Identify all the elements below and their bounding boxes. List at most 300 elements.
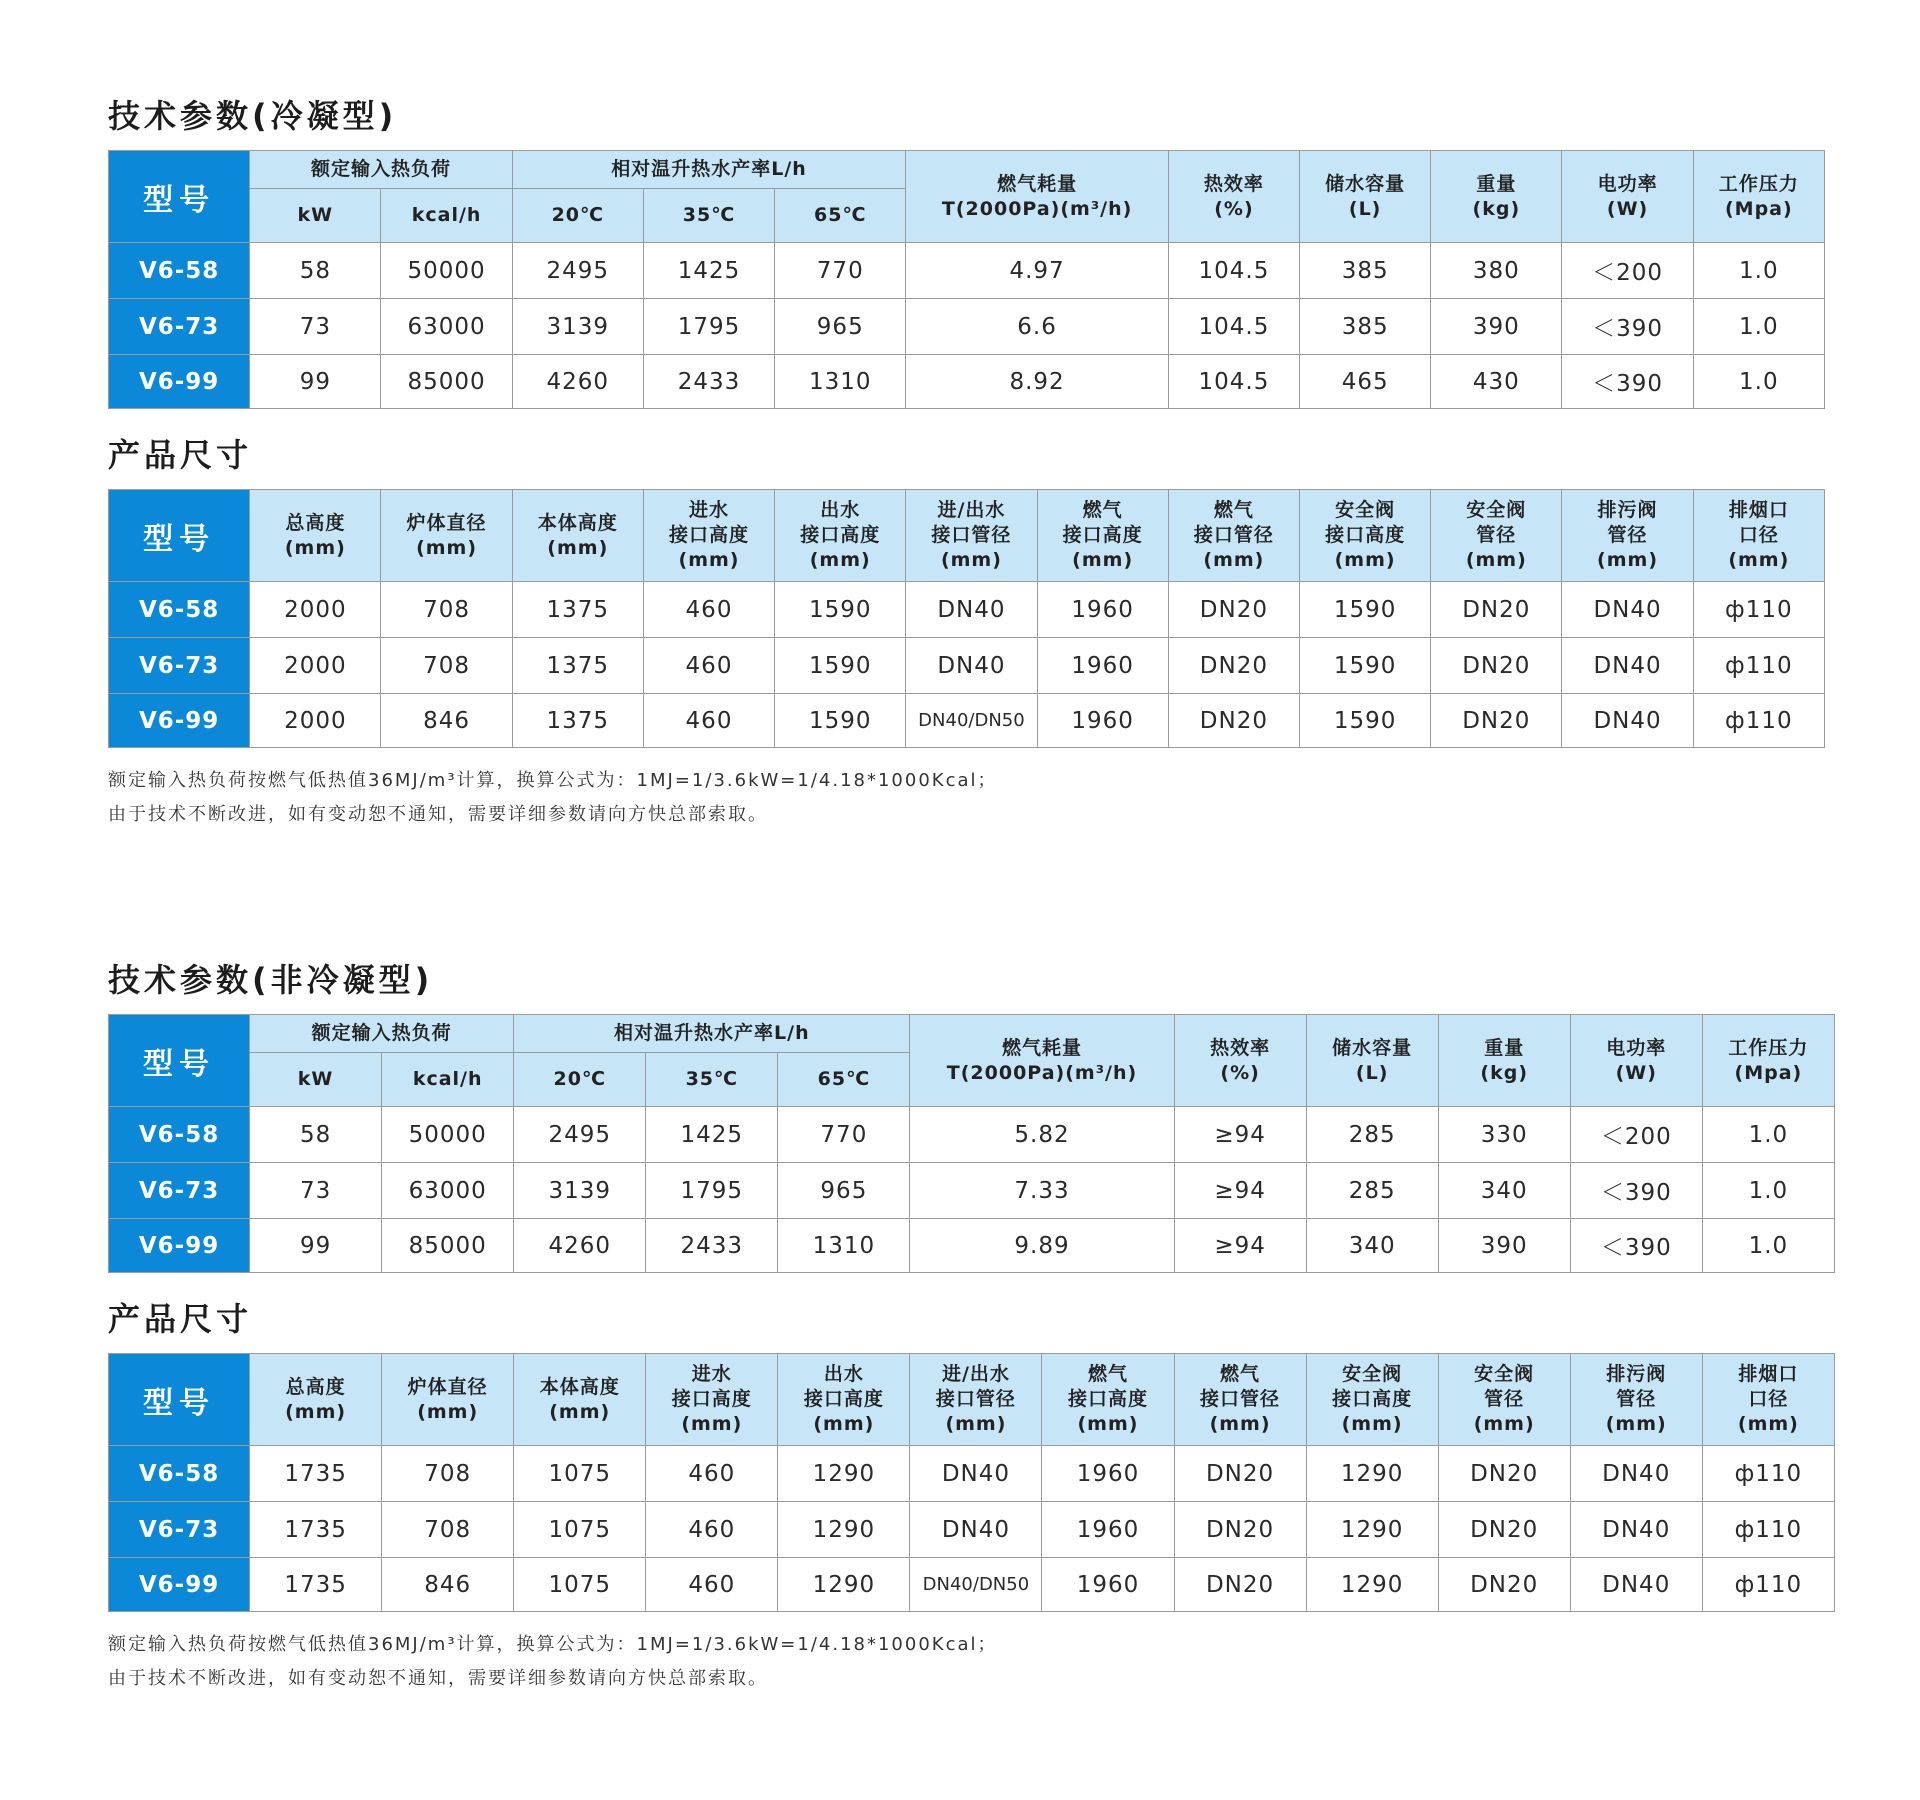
table-cell: 340 <box>1306 1219 1438 1273</box>
table-cell: 1290 <box>778 1446 910 1502</box>
table-cell: 1590 <box>1299 582 1430 638</box>
dimension-column-header <box>1562 490 1693 582</box>
efficiency-header <box>1168 151 1299 243</box>
table-cell: ＜390 <box>1562 299 1693 355</box>
table-cell: 1735 <box>250 1502 382 1558</box>
rated-heat-input-header: 额定输入热负荷 <box>250 151 512 189</box>
table-cell: 1290 <box>1306 1446 1438 1502</box>
model-name-cell: V6-58 <box>109 582 250 638</box>
table-cell: 50000 <box>382 1107 514 1163</box>
table-cell: 73 <box>250 299 381 355</box>
header-line: 炉体直径 <box>407 1375 488 1398</box>
table-cell: 965 <box>778 1163 910 1219</box>
table-cell: 1375 <box>512 638 643 694</box>
header-line: 进水 <box>688 499 729 521</box>
table-cell: 1590 <box>1299 638 1430 694</box>
table-cell: 58 <box>250 1107 382 1163</box>
table-cell: 1.0 <box>1702 1107 1834 1163</box>
header-line: 总高度 <box>285 1375 346 1398</box>
dimension-column-header <box>250 490 381 582</box>
temp-65-header: 65℃ <box>778 1053 910 1107</box>
dimensions-rows <box>109 1446 1835 1612</box>
header-line: 热效率 <box>1203 172 1264 195</box>
header-line: 口径 <box>1748 1388 1789 1410</box>
header-line: 燃气 <box>1082 499 1123 521</box>
storage-capacity-header <box>1306 1015 1438 1107</box>
header-line: 接口管径 <box>1200 1388 1281 1410</box>
table-cell: ＜390 <box>1570 1163 1702 1219</box>
table-cell: 104.5 <box>1168 243 1299 299</box>
dimension-column-header <box>1693 490 1824 582</box>
weight-header <box>1431 151 1562 243</box>
model-header: 型号 <box>109 1354 250 1446</box>
table-cell: 1735 <box>250 1558 382 1612</box>
section-title: 产品尺寸 <box>108 436 253 474</box>
footnote <box>108 764 1825 832</box>
header-line: 接口高度 <box>671 1388 752 1410</box>
table-cell: 330 <box>1438 1107 1570 1163</box>
table-cell: 58 <box>250 243 381 299</box>
rated-heat-input-header: 额定输入热负荷 <box>250 1015 514 1053</box>
table-cell: 708 <box>382 1502 514 1558</box>
table-cell: 1375 <box>512 694 643 748</box>
header-line: 本体高度 <box>539 1375 620 1398</box>
temp-20-header: 20℃ <box>512 189 643 243</box>
header-line: (mm) <box>681 1413 743 1435</box>
table-cell: 1.0 <box>1693 355 1824 409</box>
header-line: (mm) <box>547 536 609 559</box>
storage-capacity-header <box>1300 151 1431 243</box>
header-line: 管径 <box>1476 524 1517 546</box>
table-cell: ф110 <box>1702 1446 1834 1502</box>
table-cell: DN20 <box>1168 638 1299 694</box>
table-cell: 99 <box>250 355 381 409</box>
table-cell: 4260 <box>512 355 643 409</box>
table-cell: 1795 <box>646 1163 778 1219</box>
table-cell: 1960 <box>1037 694 1168 748</box>
header-line: 接口管径 <box>1193 524 1274 546</box>
tech-params-rows <box>109 243 1825 409</box>
model-header: 型号 <box>109 1015 250 1107</box>
table-cell: 1425 <box>646 1107 778 1163</box>
dimension-column-header <box>1702 1354 1834 1446</box>
header-line: 安全阀 <box>1342 1363 1403 1385</box>
weight-header <box>1438 1015 1570 1107</box>
table-row <box>109 1502 1835 1558</box>
header-line: 出水 <box>823 1363 864 1385</box>
power-header <box>1570 1015 1702 1107</box>
condensing-section <box>108 96 1825 832</box>
header-line: (W) <box>1606 197 1649 220</box>
table-cell: 8.92 <box>906 355 1168 409</box>
table-cell: 1960 <box>1042 1502 1174 1558</box>
header-line: (mm) <box>417 1400 479 1423</box>
table-cell: ф110 <box>1693 582 1824 638</box>
table-cell: 63000 <box>381 299 512 355</box>
table-cell: DN20 <box>1174 1446 1306 1502</box>
section-title: 技术参数(冷凝型) <box>108 97 398 135</box>
table-cell: ≥94 <box>1174 1219 1306 1273</box>
table-cell: ＜390 <box>1562 355 1693 409</box>
table-cell: 430 <box>1431 355 1562 409</box>
header-line: 接口高度 <box>1325 524 1406 546</box>
table-cell: ≥94 <box>1174 1163 1306 1219</box>
table-cell: 1.0 <box>1693 299 1824 355</box>
table-cell: 73 <box>250 1163 382 1219</box>
table-cell: 2000 <box>250 638 381 694</box>
dimensions-table <box>108 1353 1835 1612</box>
table-cell: DN20 <box>1174 1558 1306 1612</box>
temp-20-header: 20℃ <box>514 1053 646 1107</box>
header-line: (mm) <box>1728 549 1790 571</box>
table-cell: 6.6 <box>906 299 1168 355</box>
header-line: 排污阀 <box>1597 499 1658 521</box>
table-cell: DN20 <box>1438 1558 1570 1612</box>
header-line: 进/出水 <box>937 499 1006 521</box>
table-cell: 2000 <box>250 694 381 748</box>
table-cell: 1375 <box>512 582 643 638</box>
table-cell: 1075 <box>514 1558 646 1612</box>
header-line: (mm) <box>1341 1413 1403 1435</box>
table-cell: 1310 <box>775 355 906 409</box>
header-line: 工作压力 <box>1728 1036 1809 1059</box>
dimension-column-header <box>643 490 774 582</box>
header-line: 管径 <box>1484 1388 1525 1410</box>
header-line: (mm) <box>1597 549 1659 571</box>
header-line: (mm) <box>1072 549 1134 571</box>
header-line: (mm) <box>285 1400 347 1423</box>
table-cell: ≥94 <box>1174 1107 1306 1163</box>
table-cell: DN40 <box>910 1502 1042 1558</box>
header-line: (%) <box>1214 197 1254 220</box>
table-cell: DN40 <box>906 638 1037 694</box>
table-cell: 50000 <box>381 243 512 299</box>
header-line: 管径 <box>1616 1388 1657 1410</box>
table-cell: 846 <box>382 1558 514 1612</box>
table-row <box>109 1107 1835 1163</box>
dimension-column-header <box>1431 490 1562 582</box>
header-line: 接口高度 <box>800 524 881 546</box>
header-line: 本体高度 <box>537 511 618 534</box>
table-cell: 1960 <box>1042 1446 1174 1502</box>
table-cell: DN20 <box>1168 582 1299 638</box>
kcal-header: kcal/h <box>382 1053 514 1107</box>
efficiency-header <box>1174 1015 1306 1107</box>
header-line: 热效率 <box>1210 1036 1271 1059</box>
dimension-column-header <box>1299 490 1430 582</box>
header-line: 进/出水 <box>941 1363 1010 1385</box>
model-name-cell: V6-58 <box>109 243 250 299</box>
dimension-column-header <box>775 490 906 582</box>
header-line: (L) <box>1348 197 1382 220</box>
table-cell: 460 <box>646 1502 778 1558</box>
pressure-header <box>1693 151 1824 243</box>
table-cell: 1075 <box>514 1502 646 1558</box>
table-cell: ф110 <box>1702 1502 1834 1558</box>
table-cell: 846 <box>381 694 512 748</box>
header-line: (mm) <box>416 536 478 559</box>
model-name-cell: V6-58 <box>109 1446 250 1502</box>
model-header: 型号 <box>109 151 250 243</box>
table-cell: 2495 <box>514 1107 646 1163</box>
footnote-line: 额定输入热负荷按燃气低热值36MJ/m³计算，换算公式为：1MJ=1/3.6kW=1/4.18*1000Kcal； <box>108 1634 998 1655</box>
table-cell: DN40/DN50 <box>910 1558 1042 1612</box>
table-cell: 3139 <box>512 299 643 355</box>
table-cell: 5.82 <box>910 1107 1174 1163</box>
header-line: 燃气 <box>1087 1363 1128 1385</box>
table-cell: 1960 <box>1037 582 1168 638</box>
dimension-column-header <box>514 1354 646 1446</box>
table-cell: 460 <box>643 694 774 748</box>
header-line: 安全阀 <box>1474 1363 1535 1385</box>
table-cell: 460 <box>643 638 774 694</box>
table-cell: 1075 <box>514 1446 646 1502</box>
table-cell: ＜200 <box>1570 1107 1702 1163</box>
footnote-line: 由于技术不断改进，如有变动恕不通知，需要详细参数请向方快总部索取。 <box>108 804 768 825</box>
table-cell: DN20 <box>1438 1446 1570 1502</box>
table-cell: 1290 <box>778 1502 910 1558</box>
tech-params-rows <box>109 1107 1835 1273</box>
dimensions-header-row <box>109 1354 1835 1446</box>
header-line: 工作压力 <box>1718 172 1799 195</box>
header-line: (kg) <box>1480 1061 1529 1084</box>
dimension-column-header <box>1168 490 1299 582</box>
table-cell: DN20 <box>1174 1502 1306 1558</box>
kcal-header: kcal/h <box>381 189 512 243</box>
header-line: (mm) <box>813 1413 875 1435</box>
header-line: (mm) <box>1605 1413 1667 1435</box>
header-line: (Mpa) <box>1734 1061 1803 1084</box>
header-line: (mm) <box>284 536 346 559</box>
footnote <box>108 1628 1835 1696</box>
table-cell: DN40 <box>1562 694 1693 748</box>
header-line: 接口高度 <box>803 1388 884 1410</box>
header-line: 电功率 <box>1606 1036 1667 1059</box>
pressure-header <box>1702 1015 1834 1107</box>
dimensions-table <box>108 489 1825 748</box>
table-row <box>109 243 1825 299</box>
table-cell: 385 <box>1300 243 1431 299</box>
header-line: 安全阀 <box>1335 499 1396 521</box>
kw-header: kW <box>250 189 381 243</box>
power-header <box>1562 151 1693 243</box>
table-cell: 63000 <box>382 1163 514 1219</box>
header-line: (mm) <box>1473 1413 1535 1435</box>
table-cell: 2433 <box>646 1219 778 1273</box>
header-line: 接口高度 <box>1067 1388 1148 1410</box>
table-cell: 2495 <box>512 243 643 299</box>
table-cell: 1425 <box>643 243 774 299</box>
table-cell: 1290 <box>1306 1502 1438 1558</box>
header-line: (Mpa) <box>1724 197 1793 220</box>
table-cell: 708 <box>381 582 512 638</box>
table-cell: 460 <box>643 582 774 638</box>
table-cell: 770 <box>775 243 906 299</box>
table-cell: 460 <box>646 1446 778 1502</box>
header-line: (%) <box>1220 1061 1260 1084</box>
hot-water-output-header: 相对温升热水产率L/h <box>512 151 906 189</box>
table-cell: 460 <box>646 1558 778 1612</box>
table-row <box>109 355 1825 409</box>
dimension-column-header <box>1306 1354 1438 1446</box>
table-cell: DN40 <box>1570 1558 1702 1612</box>
temp-35-header: 35℃ <box>646 1053 778 1107</box>
dimensions-header-row <box>109 490 1825 582</box>
table-cell: 2433 <box>643 355 774 409</box>
header-line: 接口高度 <box>1062 524 1143 546</box>
header-line: (mm) <box>678 549 740 571</box>
table-cell: DN40 <box>1570 1446 1702 1502</box>
header-line: (W) <box>1615 1061 1657 1084</box>
model-name-cell: V6-99 <box>109 355 250 409</box>
header-line: 重量 <box>1484 1036 1525 1059</box>
table-cell: 1795 <box>643 299 774 355</box>
table-cell: 1590 <box>775 638 906 694</box>
table-cell: DN20 <box>1438 1502 1570 1558</box>
dimension-column-header <box>250 1354 382 1446</box>
table-cell: 965 <box>775 299 906 355</box>
table-cell: 1590 <box>775 582 906 638</box>
dimension-column-header <box>512 490 643 582</box>
table-cell: 1290 <box>778 1558 910 1612</box>
table-row <box>109 1446 1835 1502</box>
table-cell: ф110 <box>1693 694 1824 748</box>
tech-params-table <box>108 1014 1835 1273</box>
dimension-column-header <box>1570 1354 1702 1446</box>
table-cell: 1590 <box>1299 694 1430 748</box>
table-cell: 104.5 <box>1168 355 1299 409</box>
section-title: 技术参数(非冷凝型) <box>108 961 434 999</box>
model-name-cell: V6-99 <box>109 694 250 748</box>
header-line: 储水容量 <box>1332 1036 1413 1059</box>
dimension-column-header <box>1174 1354 1306 1446</box>
table-cell: ＜200 <box>1562 243 1693 299</box>
table-cell: 7.33 <box>910 1163 1174 1219</box>
header-line: 排污阀 <box>1606 1363 1667 1385</box>
header-line: 燃气 <box>1213 499 1254 521</box>
table-cell: DN40 <box>1570 1502 1702 1558</box>
header-line: 燃气 <box>1220 1363 1261 1385</box>
header-line: 燃气耗量 <box>997 172 1078 195</box>
header-line: (mm) <box>940 549 1002 571</box>
table-row <box>109 582 1825 638</box>
table-cell: DN40 <box>1562 638 1693 694</box>
table-cell: 9.89 <box>910 1219 1174 1273</box>
dimension-column-header <box>1438 1354 1570 1446</box>
dimension-column-header <box>646 1354 778 1446</box>
header-line: 燃气耗量 <box>1001 1036 1082 1059</box>
model-name-cell: V6-73 <box>109 1502 250 1558</box>
kw-header: kW <box>250 1053 382 1107</box>
model-name-cell: V6-99 <box>109 1558 250 1612</box>
table-cell: DN20 <box>1168 694 1299 748</box>
header-line: 接口管径 <box>935 1388 1016 1410</box>
table-cell: 85000 <box>382 1219 514 1273</box>
header-line: 口径 <box>1738 524 1779 546</box>
table-cell: 380 <box>1431 243 1562 299</box>
header-line: 电功率 <box>1597 172 1658 195</box>
table-cell: DN40 <box>910 1446 1042 1502</box>
table-row <box>109 1163 1835 1219</box>
header-line: 储水容量 <box>1325 172 1406 195</box>
dimension-column-header <box>1042 1354 1174 1446</box>
header-line: (kg) <box>1472 197 1521 220</box>
model-header: 型号 <box>109 490 250 582</box>
gas-consumption-header <box>906 151 1168 243</box>
table-cell: ф110 <box>1693 638 1824 694</box>
model-name-cell: V6-73 <box>109 638 250 694</box>
table-cell: 85000 <box>381 355 512 409</box>
table-row <box>109 694 1825 748</box>
dimension-column-header <box>381 490 512 582</box>
footnote-line: 额定输入热负荷按燃气低热值36MJ/m³计算，换算公式为：1MJ=1/3.6kW=1/4.18*1000Kcal； <box>108 770 998 791</box>
hot-water-output-header: 相对温升热水产率L/h <box>514 1015 910 1053</box>
table-row <box>109 1558 1835 1612</box>
header-line: (mm) <box>1209 1413 1271 1435</box>
header-line: 安全阀 <box>1466 499 1527 521</box>
table-cell: 4260 <box>514 1219 646 1273</box>
table-row <box>109 638 1825 694</box>
model-name-cell: V6-99 <box>109 1219 250 1273</box>
dimension-column-header <box>382 1354 514 1446</box>
header-line: 管径 <box>1607 524 1648 546</box>
table-cell: 3139 <box>514 1163 646 1219</box>
header-line: 排烟口 <box>1728 499 1789 521</box>
table-cell: 99 <box>250 1219 382 1273</box>
header-line: (mm) <box>1737 1413 1799 1435</box>
dimension-column-header <box>910 1354 1042 1446</box>
header-line: 出水 <box>820 499 861 521</box>
table-cell: 385 <box>1300 299 1431 355</box>
model-name-cell: V6-58 <box>109 1107 250 1163</box>
table-cell: 1290 <box>1306 1558 1438 1612</box>
dimension-column-header <box>778 1354 910 1446</box>
tech-params-table <box>108 150 1825 409</box>
table-row <box>109 1219 1835 1273</box>
header-line: 总高度 <box>285 511 346 534</box>
header-line: (mm) <box>1334 549 1396 571</box>
header-line: (mm) <box>1077 1413 1139 1435</box>
header-line: 接口高度 <box>668 524 749 546</box>
table-cell: 465 <box>1300 355 1431 409</box>
table-cell: 390 <box>1438 1219 1570 1273</box>
dimension-column-header <box>906 490 1037 582</box>
header-line: 接口管径 <box>931 524 1012 546</box>
gas-consumption-header <box>910 1015 1174 1107</box>
header-line: (mm) <box>1465 549 1527 571</box>
header-line: (mm) <box>1203 549 1265 571</box>
table-cell: 708 <box>382 1446 514 1502</box>
temp-65-header: 65℃ <box>775 189 906 243</box>
dimensions-rows <box>109 582 1825 748</box>
header-line: 排烟口 <box>1738 1363 1799 1385</box>
header-line: (mm) <box>945 1413 1007 1435</box>
header-line: T(2000Pa)(m³/h) <box>946 1061 1138 1084</box>
table-cell: DN20 <box>1431 582 1562 638</box>
table-cell: DN40/DN50 <box>906 694 1037 748</box>
table-row <box>109 299 1825 355</box>
table-cell: 4.97 <box>906 243 1168 299</box>
header-line: (L) <box>1355 1061 1389 1084</box>
header-line: 接口高度 <box>1332 1388 1413 1410</box>
table-cell: ф110 <box>1702 1558 1834 1612</box>
table-cell: 285 <box>1306 1107 1438 1163</box>
table-cell: 390 <box>1431 299 1562 355</box>
model-name-cell: V6-73 <box>109 1163 250 1219</box>
table-cell: 285 <box>1306 1163 1438 1219</box>
table-cell: 1590 <box>775 694 906 748</box>
table-cell: 770 <box>778 1107 910 1163</box>
